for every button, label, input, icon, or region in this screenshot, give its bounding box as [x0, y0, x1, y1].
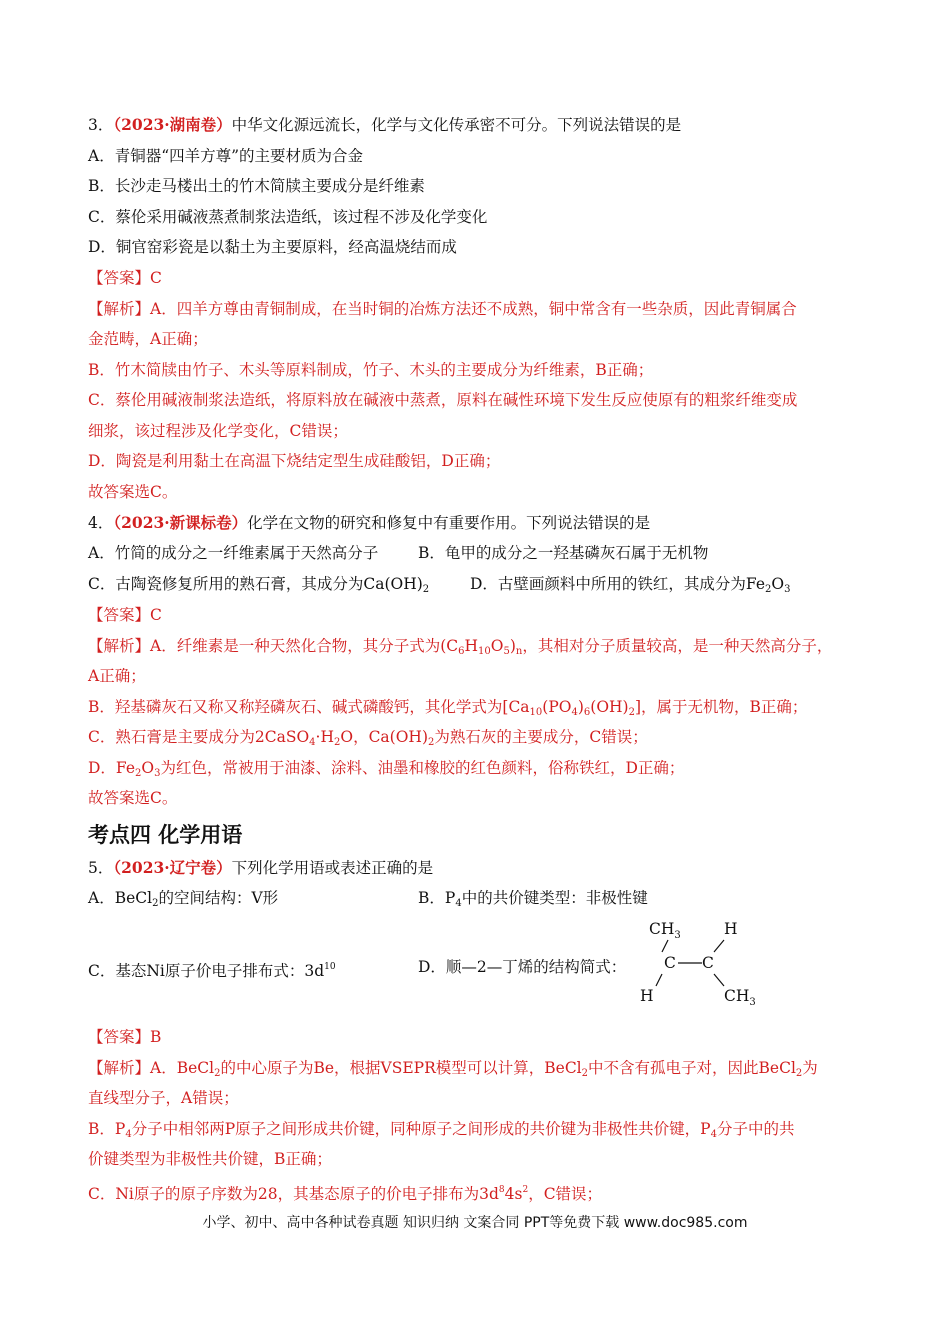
q3-analysis-c-line1: C．蔡伦用碱液制浆法造纸，将原料放在碱液中蒸煮，原料在碱性环境下发生反应使原有的粗浆纤维变成 — [88, 391, 798, 409]
subscript: 6 — [583, 707, 591, 718]
answer-value: B — [150, 1028, 162, 1046]
analysis-text: ) — [509, 637, 516, 655]
q3-analysis-c-line2: 细浆，该过程涉及化学变化，C错误； — [88, 422, 348, 440]
subscript: 2 — [152, 898, 159, 909]
analysis-text: D．Fe — [88, 759, 136, 777]
q4-stem — [88, 512, 650, 534]
page-footer: 小学、初中、高中各种试卷真题 知识归纳 文案合同 PPT等免费下载 www.doc985.com — [202, 1215, 748, 1231]
answer-value: C — [150, 606, 162, 624]
analysis-text: ·H — [315, 728, 334, 746]
analysis-text: ，C错误； — [528, 1185, 603, 1203]
subscript: 2 — [135, 768, 142, 779]
q5-analysis-a-line2: 直线型分子，A错误； — [88, 1089, 239, 1107]
q3-option-d: D．铜官窑彩瓷是以黏土为主要原料，经高温烧结而成 — [88, 238, 457, 256]
option-text: A．BeCl — [88, 889, 153, 907]
subscript: 2 — [628, 707, 635, 718]
q3-source: （2023·湖南卷） — [113, 115, 232, 134]
q4-option-b: B．龟甲的成分之一羟基磷灰石属于无机物 — [418, 544, 709, 562]
q3-answer — [88, 267, 162, 289]
q3-conclusion: 故答案选C。 — [88, 483, 178, 501]
analysis-text: B．羟基磷灰石又称又称羟磷灰石、碱式磷酸钙，其化学式为[Ca — [88, 698, 530, 716]
analysis-text: 为 — [802, 1059, 818, 1077]
answer-label: 【答案】 — [88, 606, 151, 624]
option-text: B．P — [418, 889, 456, 907]
superscript: 2 — [522, 1185, 529, 1195]
answer-label: 【答案】 — [88, 269, 151, 287]
q4-source: （2023·新课标卷） — [113, 513, 248, 532]
q3-option-c: C．蔡伦采用碱液蒸煮制浆法造纸，该过程不涉及化学变化 — [88, 208, 488, 226]
analysis-text: 的中心原子为Be，根据VSEPR模型可以计算，BeCl — [220, 1059, 582, 1077]
q5-answer — [88, 1026, 161, 1048]
analysis-text: ，其相对分子质量较高，是一种天然高分子， — [522, 637, 833, 655]
option-text: O — [771, 575, 785, 593]
q5-analysis-b-line2: 价键类型为非极性共价键，B正确； — [88, 1150, 332, 1168]
subscript: 4 — [125, 1129, 132, 1140]
subscript: 2 — [581, 1068, 589, 1079]
q4-stem-text: 化学在文物的研究和修复中有重要作用。下列说法错误的是 — [247, 514, 651, 532]
q3-analysis-d: D．陶瓷是利用黏土在高温下烧结定型生成硅酸铝，D正确； — [88, 452, 501, 470]
subscript: n — [515, 646, 523, 657]
q3-number: 3． — [88, 116, 114, 134]
q4-analysis-c — [88, 726, 648, 754]
q5-analysis-c — [88, 1179, 602, 1205]
bond-line — [714, 940, 724, 952]
answer-value: C — [150, 269, 162, 287]
struct-h-top: H — [724, 920, 738, 938]
subscript: 2 — [795, 1068, 803, 1079]
q5-option-d: D．顺—2—丁烯的结构简式： — [418, 958, 627, 976]
option-text: C．古陶瓷修复所用的熟石膏，其成分为Ca(OH) — [88, 575, 423, 593]
q5-number: 5． — [88, 859, 114, 877]
analysis-text: A．纤维素是一种天然化合物，其分子式为(C — [150, 637, 459, 655]
analysis-text: ) — [577, 698, 584, 716]
option-text: D．古壁画颜料中所用的铁红，其成分为Fe — [470, 575, 766, 593]
answer-label: 【答案】 — [88, 1028, 151, 1046]
cis-2-butene-structure — [632, 914, 772, 1009]
q4-analysis-d — [88, 757, 684, 785]
q5-option-a — [88, 887, 278, 915]
q4-number: 4． — [88, 514, 114, 532]
subscript: 2 — [422, 584, 430, 595]
struct-c-right: C — [702, 954, 714, 972]
analysis-label: 【解析】 — [88, 300, 151, 318]
subscript: 2 — [214, 1068, 221, 1079]
analysis-text: B．P — [88, 1120, 126, 1138]
q5-stem-text: 下列化学用语或表述正确的是 — [231, 859, 434, 877]
q3-analysis-b: B．竹木简牍由竹子、木头等原料制成，竹子、木头的主要成分为纤维素，B正确； — [88, 361, 654, 379]
analysis-text: C．熟石膏是主要成分为2CaSO — [88, 728, 310, 746]
analysis-label: 【解析】 — [88, 1059, 151, 1077]
subscript: 2 — [428, 737, 435, 748]
q5-source: （2023·辽宁卷） — [113, 858, 232, 877]
struct-h-bottom: H — [640, 987, 654, 1005]
subscript: 4 — [309, 737, 316, 748]
subscript: 3 — [784, 584, 791, 595]
q4-conclusion: 故答案选C。 — [88, 789, 178, 807]
analysis-text: (PO — [542, 698, 572, 716]
analysis-text: O，Ca(OH) — [340, 728, 428, 746]
analysis-text: 4s — [504, 1185, 523, 1203]
subscript: 6 — [458, 646, 465, 657]
q4-analysis-b — [88, 696, 807, 724]
q3-analysis-a-line2: 金范畴，A正确； — [88, 330, 208, 348]
q5-option-c — [88, 956, 336, 982]
subscript: 10 — [529, 707, 543, 718]
q3-analysis-a-line1 — [88, 298, 797, 320]
struct-c-left: C — [664, 954, 676, 972]
analysis-text: O — [141, 759, 155, 777]
analysis-text: A．BeCl — [150, 1059, 215, 1077]
subscript: 5 — [503, 646, 510, 657]
analysis-text: 分子中相邻两P原子之间形成共价键，同种原子之间形成的共价键为非极性共价键，P — [131, 1120, 711, 1138]
q3-option-b: B．长沙走马楼出土的竹木简牍主要成分是纤维素 — [88, 177, 425, 195]
subscript: 4 — [455, 898, 462, 909]
q4-option-d — [470, 573, 790, 601]
q3-stem-text: 中华文化源远流长，化学与文化传承密不可分。下列说法错误的是 — [231, 116, 682, 134]
subscript: 3 — [154, 768, 161, 779]
analysis-text: ]，属于无机物，B正确； — [634, 698, 808, 716]
q5-analysis-a-line1 — [88, 1057, 818, 1085]
struct-ch3-top: $CH_3$ — [649, 920, 681, 941]
subscript: 2 — [333, 737, 341, 748]
option-text: 中的共价键类型：非极性键 — [461, 889, 648, 907]
superscript: 8 — [498, 1185, 505, 1195]
q5-stem — [88, 857, 433, 879]
analysis-text: O — [490, 637, 504, 655]
subscript: 2 — [765, 584, 772, 595]
superscript: 10 — [324, 962, 336, 972]
q5-analysis-b-line1 — [88, 1118, 794, 1146]
analysis-label: 【解析】 — [88, 637, 151, 655]
q5-option-b — [418, 887, 648, 915]
analysis-text: H — [464, 637, 479, 655]
analysis-text: A．四羊方尊由青铜制成，在当时铜的冶炼方法还不成熟，铜中常含有一些杂质，因此青铜属合 — [150, 300, 797, 318]
analysis-text: 分子中的共 — [716, 1120, 795, 1138]
subscript: 10 — [478, 646, 491, 657]
subscript: 4 — [710, 1129, 717, 1140]
q4-option-c — [88, 573, 429, 601]
struct-ch3-bottom: $CH_3$ — [724, 987, 756, 1008]
option-text: C．基态Ni原子价电子排布式：3d — [88, 962, 325, 980]
analysis-text: C．Ni原子的原子序数为28，其基态原子的价电子排布为3d — [88, 1185, 499, 1203]
q4-answer — [88, 604, 162, 626]
analysis-text: 为红色，常被用于油漆、涂料、油墨和橡胶的红色颜料，俗称铁红，D正确； — [160, 759, 685, 777]
subscript: 4 — [571, 707, 578, 718]
bond-line — [656, 974, 662, 986]
bond-line — [662, 940, 668, 952]
analysis-text: 中不含有孤电子对，因此BeCl — [588, 1059, 796, 1077]
q4-analysis-a-line1 — [88, 635, 832, 663]
option-text: 的空间结构：V形 — [158, 889, 279, 907]
q3-stem — [88, 114, 681, 136]
q4-analysis-a-line2: A正确； — [88, 667, 146, 685]
analysis-text: (OH) — [590, 698, 629, 716]
section-heading: 考点四 化学用语 — [88, 823, 243, 847]
analysis-text: 为熟石灰的主要成分，C错误； — [434, 728, 648, 746]
q3-option-a: A．青铜器“四羊方尊”的主要材质为合金 — [88, 147, 364, 165]
q4-option-a: A．竹简的成分之一纤维素属于天然高分子 — [88, 544, 379, 562]
bond-line — [714, 974, 724, 986]
